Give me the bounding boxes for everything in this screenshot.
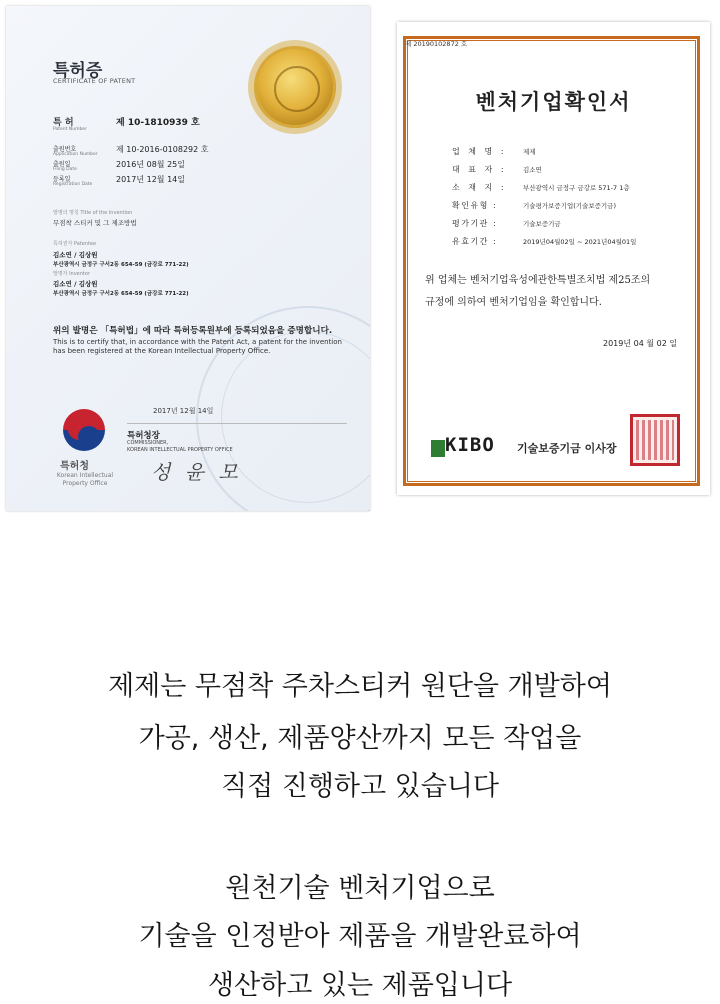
commissioner-title-en-2: KOREAN INTELLECTUAL PROPERTY OFFICE [127, 447, 233, 453]
description-line-1: 제제는 무점착 주차스티커 원단을 개발하여 [108, 671, 612, 702]
divider [127, 423, 347, 424]
commissioner-title-en [127, 440, 233, 454]
field-value-company: 제제 [523, 148, 536, 156]
kibo-logo-text: KIBO [445, 434, 495, 456]
field-label-validity: 유효기간 : [452, 237, 498, 246]
patent-number: 제 10-1810939 호 [116, 118, 200, 128]
field-value-address: 부산광역시 금정구 금강로 571-7 1층 [523, 184, 630, 192]
application-number-label: 출원번호 [53, 146, 77, 153]
filing-date-label-en: Filing Date [53, 167, 77, 172]
office-name-en: Korean Intellectual Property Office [56, 472, 114, 487]
invention-title: 무점착 스티커 및 그 제조방법 [53, 219, 137, 227]
description-line-5: 기술을 인정받아 제품을 개발완료하여 [138, 921, 582, 952]
filing-date: 2016년 08월 25일 [116, 160, 185, 169]
certificate-body-line-2: 규정에 의하여 벤처기업임을 확인합니다. [425, 297, 602, 308]
field-label-company: 업 체 명 : [452, 147, 507, 156]
declaration-en-2: has been registered at the Korean Intellectual Property Office. [53, 347, 271, 355]
inventor-address: 부산광역시 금정구 구서2동 654-59 (금강로 771-22) [53, 291, 189, 297]
filing-date-label: 출원일 [53, 161, 71, 168]
certificate-body-line-1: 위 업체는 벤처기업육성에관한특별조치법 제25조의 [425, 275, 651, 286]
invention-title-label: 발명의 명칭 Title of the Invention [53, 210, 133, 216]
field-label-type: 확인유형 : [452, 201, 498, 210]
description-line-6: 생산하고 있는 제품입니다 [207, 970, 513, 1001]
venture-certificate-image [397, 22, 710, 495]
field-label-ceo: 대 표 자 : [452, 165, 507, 174]
signature: 성 윤 모 [151, 460, 242, 484]
patent-title: 특허증 [53, 61, 103, 81]
kipo-logo-blue-swirl [78, 426, 100, 448]
patent-subtitle: CERTIFICATE OF PATENT [53, 77, 136, 85]
office-name: 특허청 [60, 461, 89, 472]
field-label-address: 소 재 지 : [452, 183, 507, 192]
patent-issue-date: 2017년 12월 14일 [153, 407, 214, 415]
kibo-logo-icon [431, 440, 445, 457]
registration-date-label-en: Registration Date [53, 182, 93, 187]
field-value-validity: 2019년04월02일 ~ 2021년04월01일 [523, 238, 637, 246]
field-value-ceo: 김소연 [523, 166, 542, 174]
application-number: 제 10-2016-0108292 호 [116, 145, 209, 154]
description-line-4: 원천기술 벤처기업으로 [225, 873, 495, 904]
application-number-label-en: Application Number [53, 152, 98, 157]
gold-seal-emblem [274, 66, 320, 112]
patent-number-label: 특 허 [53, 118, 74, 128]
patent-certificate-image [6, 6, 370, 511]
venture-issue-date: 2019년 04 월 02 일 [603, 339, 678, 348]
issuer-name: 기술보증기금 이사장 [517, 442, 617, 455]
description-line-2: 가공, 생산, 제품양산까지 모든 작업을 [138, 723, 582, 754]
patent-number-label-en: Patent Number [53, 127, 87, 132]
patentee-address: 부산광역시 금정구 구서2동 654-59 (금강로 771-22) [53, 262, 189, 268]
declaration-ko: 위의 발명은 「특허법」에 따라 특허등록원부에 등록되었음을 증명합니다. [53, 326, 333, 336]
official-stamp-pattern [636, 420, 674, 460]
patentee-label: 특허권자 Patentee [53, 241, 97, 247]
certificate-number: 제 20190102872 호 [405, 40, 468, 48]
registration-date-label: 등록일 [53, 176, 71, 183]
inventor-name: 김소연 / 김상원 [53, 280, 98, 288]
commissioner-title: 특허청장 [127, 431, 160, 441]
description-line-3: 직접 진행하고 있습니다 [221, 771, 499, 802]
field-value-evaluator: 기술보증기금 [523, 220, 561, 228]
registration-date: 2017년 12월 14일 [116, 175, 185, 184]
venture-title: 벤처기업확인서 [475, 89, 632, 114]
field-value-type: 기술평가보증기업(기술보증기금) [523, 202, 616, 210]
inventor-label: 발명자 Inventor [53, 271, 91, 277]
declaration-en-1: This is to certify that, in accordance with the Patent Act, a patent for the invention [53, 338, 342, 346]
patentee-name: 김소연 / 김상원 [53, 251, 98, 259]
commissioner-title-en-1: COMMISSIONER, [127, 440, 169, 446]
field-label-evaluator: 평가기관 : [452, 219, 498, 228]
